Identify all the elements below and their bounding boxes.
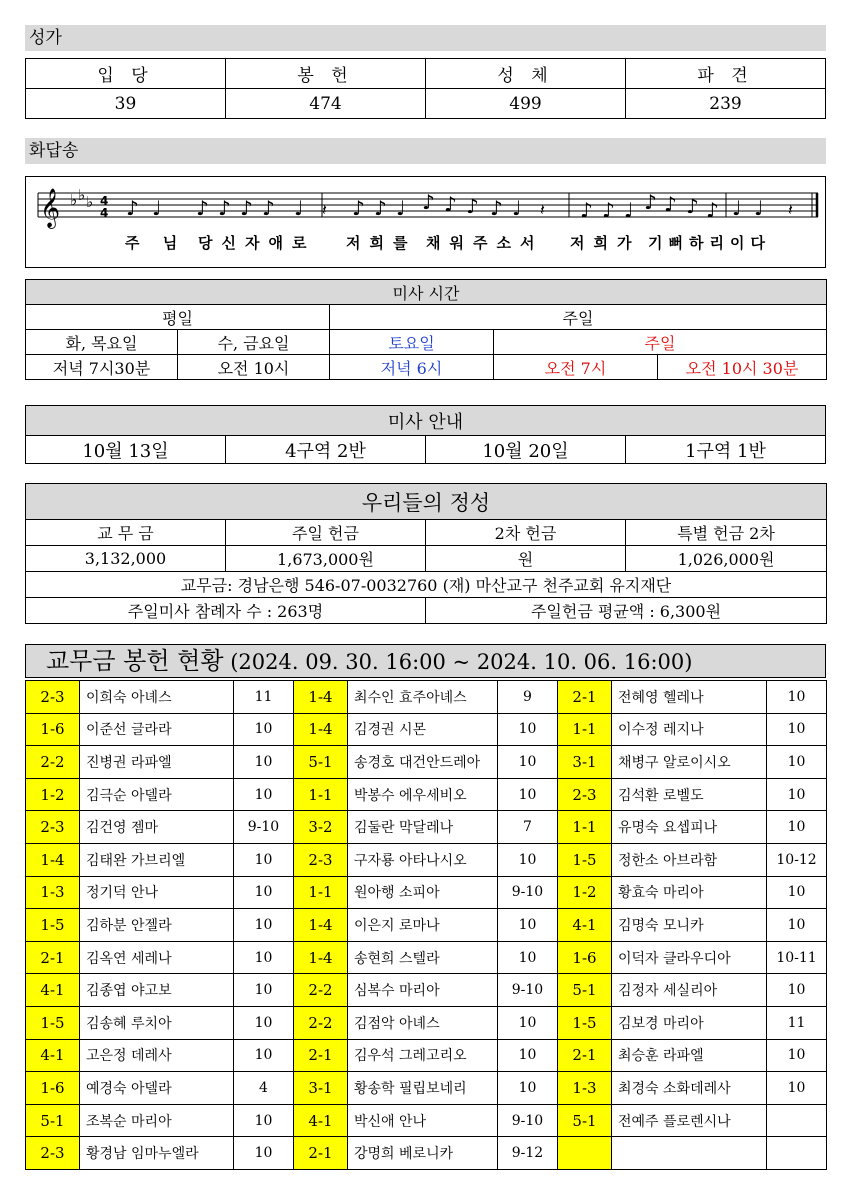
mass-guide-group-1: 4구역 2반 <box>226 436 426 464</box>
report-area: 2-3 <box>558 778 612 811</box>
lyric-1: 주 님 <box>125 234 187 252</box>
report-area: 1-5 <box>558 843 612 876</box>
report-count: 10 <box>234 778 294 811</box>
report-area: 2-3 <box>26 1137 80 1170</box>
report-name: 김극순 아델라 <box>80 778 234 811</box>
report-count: 10 <box>234 746 294 779</box>
report-count: 10 <box>498 746 558 779</box>
table-row <box>26 1137 827 1170</box>
report-name: 김하분 안젤라 <box>80 909 234 942</box>
offering-value-1: 3,132,000 <box>26 546 226 572</box>
svg-text:𝄽: 𝄽 <box>540 200 545 219</box>
offering-account: 교무금: 경남은행 546-07-0032760 (재) 마산교구 천주교회 유지재단 <box>26 572 827 598</box>
report-count: 10 <box>234 974 294 1007</box>
mass-guide-group-2: 1구역 1반 <box>626 436 826 464</box>
sunday-time-2: 오전 10시 30분 <box>658 355 827 380</box>
lyric-4: 채워주소서 <box>426 234 544 252</box>
report-area: 1-6 <box>26 1072 80 1105</box>
table-row <box>26 1006 827 1039</box>
sacrament-dismissal-label: 파 견 <box>626 59 826 89</box>
mass-guide-table <box>25 405 826 464</box>
treble-clef-icon: 𝄞 <box>40 188 61 228</box>
weekday-time-2: 오전 10시 <box>178 355 330 380</box>
report-name: 강명희 베로니카 <box>348 1137 498 1170</box>
report-area: 2-2 <box>294 1006 348 1039</box>
svg-text:♪: ♪ <box>196 196 209 220</box>
lyric-6: 기뻐하리이다 <box>648 234 771 252</box>
report-name: 송현희 스텔라 <box>348 941 498 974</box>
report-count: 9-12 <box>498 1137 558 1170</box>
report-name: 송경호 대건안드레아 <box>348 746 498 779</box>
weekday-label: 평일 <box>26 305 330 330</box>
table-row <box>26 713 827 746</box>
table-row <box>26 941 827 974</box>
report-area: 2-3 <box>26 811 80 844</box>
report-area: 1-3 <box>558 1072 612 1105</box>
report-name: 김송혜 루치아 <box>80 1006 234 1039</box>
report-name: 황경남 임마누엘라 <box>80 1137 234 1170</box>
report-area: 2-1 <box>26 941 80 974</box>
report-name: 김종엽 야고보 <box>80 974 234 1007</box>
sacrament-communion-label: 성 체 <box>426 59 626 89</box>
report-title-period: (2024. 09. 30. 16:00 ~ 2024. 10. 06. 16:00) <box>223 650 693 674</box>
report-area: 2-1 <box>558 681 612 714</box>
svg-text:♪: ♪ <box>262 196 275 220</box>
report-name: 예경숙 아델라 <box>80 1072 234 1105</box>
report-name: 전예주 플로렌시나 <box>612 1104 767 1137</box>
report-count: 10 <box>498 843 558 876</box>
report-name: 이희숙 아녜스 <box>80 681 234 714</box>
report-count: 10 <box>498 909 558 942</box>
report-area: 5-1 <box>558 1104 612 1137</box>
report-name: 원아행 소피아 <box>348 876 498 909</box>
report-name: 김옥연 세레나 <box>80 941 234 974</box>
report-name: 김경권 시몬 <box>348 713 498 746</box>
weekday-day-1: 화, 목요일 <box>26 330 178 355</box>
report-area: 1-5 <box>26 909 80 942</box>
report-count: 9 <box>498 681 558 714</box>
report-count: 10 <box>767 681 827 714</box>
svg-text:♪: ♪ <box>126 196 139 220</box>
report-name: 김우석 그레고리오 <box>348 1039 498 1072</box>
report-count: 10 <box>498 1072 558 1105</box>
report-count: 10 <box>767 811 827 844</box>
report-name: 김태완 가브리엘 <box>80 843 234 876</box>
lyric-5: 저희가 <box>570 234 641 252</box>
table-row <box>26 974 827 1007</box>
report-name: 김보경 마리아 <box>612 1006 767 1039</box>
report-area: 3-2 <box>294 811 348 844</box>
report-name: 김명숙 모니카 <box>612 909 767 942</box>
weekday-time-1: 저녁 7시30분 <box>26 355 178 380</box>
sacrament-entrance-label: 입 당 <box>26 59 226 89</box>
rest-icons <box>322 200 793 219</box>
mass-guide-title: 미사 안내 <box>26 406 826 436</box>
report-table <box>25 680 827 1170</box>
svg-text:♪: ♪ <box>602 198 615 222</box>
report-count: 10-11 <box>767 941 827 974</box>
report-area: 2-2 <box>26 746 80 779</box>
svg-text:♪: ♪ <box>444 192 457 216</box>
report-name: 최승훈 라파엘 <box>612 1039 767 1072</box>
report-area: 1-1 <box>294 778 348 811</box>
svg-text:♪: ♪ <box>422 190 435 214</box>
report-name: 최경숙 소화데레사 <box>612 1072 767 1105</box>
sacrament-table <box>25 58 826 119</box>
report-name: 김건영 젬마 <box>80 811 234 844</box>
svg-text:♪: ♪ <box>490 196 503 220</box>
report-count: 9-10 <box>498 1104 558 1137</box>
report-count: 10 <box>234 1039 294 1072</box>
table-row <box>26 909 827 942</box>
mass-guide-date-1: 10월 13일 <box>26 436 226 464</box>
report-count: 9-10 <box>498 876 558 909</box>
offering-value-4: 1,026,000원 <box>626 546 827 572</box>
svg-text:♪: ♪ <box>374 196 387 220</box>
svg-text:♩: ♩ <box>294 196 304 220</box>
svg-text:♪: ♪ <box>686 194 699 218</box>
report-area: 4-1 <box>26 1039 80 1072</box>
report-area: 1-1 <box>294 876 348 909</box>
report-name: 이수정 레지나 <box>612 713 767 746</box>
svg-text:♪: ♪ <box>580 198 593 222</box>
report-name: 전혜영 헬레나 <box>612 681 767 714</box>
report-count: 10 <box>498 713 558 746</box>
table-row <box>26 1039 827 1072</box>
report-area: 5-1 <box>26 1104 80 1137</box>
table-row <box>26 778 827 811</box>
saturday-label: 토요일 <box>330 330 494 355</box>
flat-icon: ♭ <box>86 193 94 211</box>
report-count: 10 <box>234 876 294 909</box>
report-name: 고은정 데레사 <box>80 1039 234 1072</box>
report-area <box>558 1137 612 1170</box>
report-area: 1-2 <box>558 876 612 909</box>
svg-text:♩: ♩ <box>624 198 634 222</box>
report-area: 1-3 <box>26 876 80 909</box>
svg-text:♩: ♩ <box>512 196 522 220</box>
flat-icon: ♭ <box>70 191 78 209</box>
report-count: 10 <box>234 843 294 876</box>
report-area: 3-1 <box>558 746 612 779</box>
sunday-time-1: 오전 7시 <box>494 355 658 380</box>
report-count: 10 <box>498 1006 558 1039</box>
report-area: 5-1 <box>558 974 612 1007</box>
report-area: 4-1 <box>26 974 80 1007</box>
svg-text:♩: ♩ <box>396 196 406 220</box>
report-name: 김둘란 막달레나 <box>348 811 498 844</box>
svg-text:♪: ♪ <box>644 190 657 214</box>
report-area: 1-1 <box>558 713 612 746</box>
table-row <box>26 746 827 779</box>
svg-text:𝄽: 𝄽 <box>788 200 793 219</box>
report-name: 박신애 안나 <box>348 1104 498 1137</box>
report-title <box>25 644 826 678</box>
report-name: 채병구 알로이시오 <box>612 746 767 779</box>
report-area: 5-1 <box>294 746 348 779</box>
sacrament-communion-value: 499 <box>426 89 626 119</box>
table-row <box>26 811 827 844</box>
report-name: 황송학 필립보네리 <box>348 1072 498 1105</box>
report-count: 11 <box>767 1006 827 1039</box>
report-area: 1-1 <box>558 811 612 844</box>
svg-text:♪: ♪ <box>240 196 253 220</box>
report-count: 10 <box>234 1006 294 1039</box>
report-count: 10 <box>767 1072 827 1105</box>
report-area: 4-1 <box>558 909 612 942</box>
report-area: 2-1 <box>294 1137 348 1170</box>
report-name: 정한소 아브라함 <box>612 843 767 876</box>
report-name: 김정자 세실리아 <box>612 974 767 1007</box>
report-name: 황효숙 마리아 <box>612 876 767 909</box>
svg-text:♩: ♩ <box>732 196 742 220</box>
time-signature-icon: 4 <box>100 206 109 220</box>
offering-table <box>25 483 827 624</box>
table-row <box>26 876 827 909</box>
sacrament-header: 성가 <box>25 25 826 51</box>
svg-text:♩: ♩ <box>152 196 162 220</box>
report-count: 10 <box>234 1104 294 1137</box>
report-name: 진병권 라파엘 <box>80 746 234 779</box>
sacrament-offertory-value: 474 <box>226 89 426 119</box>
report-area: 1-4 <box>294 941 348 974</box>
saturday-time: 저녁 6시 <box>330 355 494 380</box>
svg-text:♪: ♪ <box>706 198 719 222</box>
report-area: 2-1 <box>558 1039 612 1072</box>
report-count: 10 <box>498 778 558 811</box>
report-count: 9-10 <box>498 974 558 1007</box>
svg-text:♪: ♪ <box>218 196 231 220</box>
report-name: 심복수 마리아 <box>348 974 498 1007</box>
report-count: 11 <box>234 681 294 714</box>
report-count: 10 <box>767 974 827 1007</box>
report-area: 3-1 <box>294 1072 348 1105</box>
report-count: 10 <box>498 941 558 974</box>
lyric-2: 당신자애로 <box>198 234 316 252</box>
time-signature-icon: 4 <box>100 194 109 208</box>
report-count: 10 <box>234 1137 294 1170</box>
sacrament-entrance-value: 39 <box>26 89 226 119</box>
report-area: 2-1 <box>294 1039 348 1072</box>
svg-text:♪: ♪ <box>352 196 365 220</box>
sacrament-offertory-label: 봉 헌 <box>226 59 426 89</box>
report-count: 9-10 <box>234 811 294 844</box>
report-count: 10 <box>767 1039 827 1072</box>
report-area: 1-4 <box>294 681 348 714</box>
weekday-day-2: 수, 금요일 <box>178 330 330 355</box>
offering-average: 주일헌금 평균액 : 6,300원 <box>426 598 827 624</box>
report-area: 2-2 <box>294 974 348 1007</box>
report-name <box>612 1137 767 1170</box>
sunday-label: 주일 <box>494 330 827 355</box>
report-area: 1-6 <box>558 941 612 974</box>
svg-text:𝄽: 𝄽 <box>322 200 327 219</box>
offering-header-2: 주일 헌금 <box>226 520 426 546</box>
report-count <box>767 1137 827 1170</box>
report-area: 1-5 <box>558 1006 612 1039</box>
report-area: 1-4 <box>294 713 348 746</box>
table-row <box>26 1104 827 1137</box>
offering-value-2: 1,673,000원 <box>226 546 426 572</box>
report-area: 2-3 <box>26 681 80 714</box>
table-row <box>26 681 827 714</box>
offering-title: 우리들의 정성 <box>26 484 827 520</box>
report-count: 10 <box>498 1039 558 1072</box>
svg-text:♩: ♩ <box>754 196 764 220</box>
report-count <box>767 1104 827 1137</box>
report-count: 7 <box>498 811 558 844</box>
offering-attendees: 주일미사 참례자 수 : 263명 <box>26 598 426 624</box>
mass-times-title: 미사 시간 <box>26 280 827 305</box>
report-name: 이은지 로마나 <box>348 909 498 942</box>
report-count: 10-12 <box>767 843 827 876</box>
report-area: 1-6 <box>26 713 80 746</box>
table-row <box>26 843 827 876</box>
lyric-3: 저희를 <box>346 234 417 252</box>
report-name: 최수인 효주아녜스 <box>348 681 498 714</box>
report-table-body <box>26 681 827 1170</box>
report-name: 정기덕 안나 <box>80 876 234 909</box>
report-name: 조복순 마리아 <box>80 1104 234 1137</box>
report-area: 1-2 <box>26 778 80 811</box>
music-score <box>26 177 825 267</box>
sunday-group-label: 주일 <box>330 305 827 330</box>
report-count: 10 <box>767 876 827 909</box>
report-count: 10 <box>767 909 827 942</box>
mass-guide-date-2: 10월 20일 <box>426 436 626 464</box>
report-title-main: 교무금 봉헌 현황 <box>46 647 224 675</box>
report-name: 김점악 아녜스 <box>348 1006 498 1039</box>
report-name: 구자룡 아타나시오 <box>348 843 498 876</box>
report-name: 유명숙 요셉피나 <box>612 811 767 844</box>
report-name: 이준선 글라라 <box>80 713 234 746</box>
report-area: 2-3 <box>294 843 348 876</box>
music-score-box <box>25 176 826 268</box>
svg-text:♪: ♪ <box>664 192 677 216</box>
report-count: 4 <box>234 1072 294 1105</box>
report-count: 10 <box>767 778 827 811</box>
offering-header-3: 2차 헌금 <box>426 520 626 546</box>
offering-header-4: 특별 헌금 2차 <box>626 520 827 546</box>
report-count: 10 <box>234 909 294 942</box>
report-count: 10 <box>767 713 827 746</box>
report-name: 김석환 로벨도 <box>612 778 767 811</box>
report-area: 1-5 <box>26 1006 80 1039</box>
table-row <box>26 1072 827 1105</box>
response-header: 화답송 <box>25 138 826 164</box>
report-name: 박봉수 에우세비오 <box>348 778 498 811</box>
svg-text:♪: ♪ <box>466 194 479 218</box>
flat-icon: ♭ <box>78 186 86 204</box>
report-count: 10 <box>234 941 294 974</box>
offering-value-3: 원 <box>426 546 626 572</box>
report-name: 이덕자 클라우디아 <box>612 941 767 974</box>
offering-header-1: 교 무 금 <box>26 520 226 546</box>
report-count: 10 <box>234 713 294 746</box>
report-area: 4-1 <box>294 1104 348 1137</box>
report-area: 1-4 <box>294 909 348 942</box>
report-count: 10 <box>767 746 827 779</box>
report-area: 1-4 <box>26 843 80 876</box>
mass-times-table <box>25 279 827 380</box>
sacrament-dismissal-value: 239 <box>626 89 826 119</box>
